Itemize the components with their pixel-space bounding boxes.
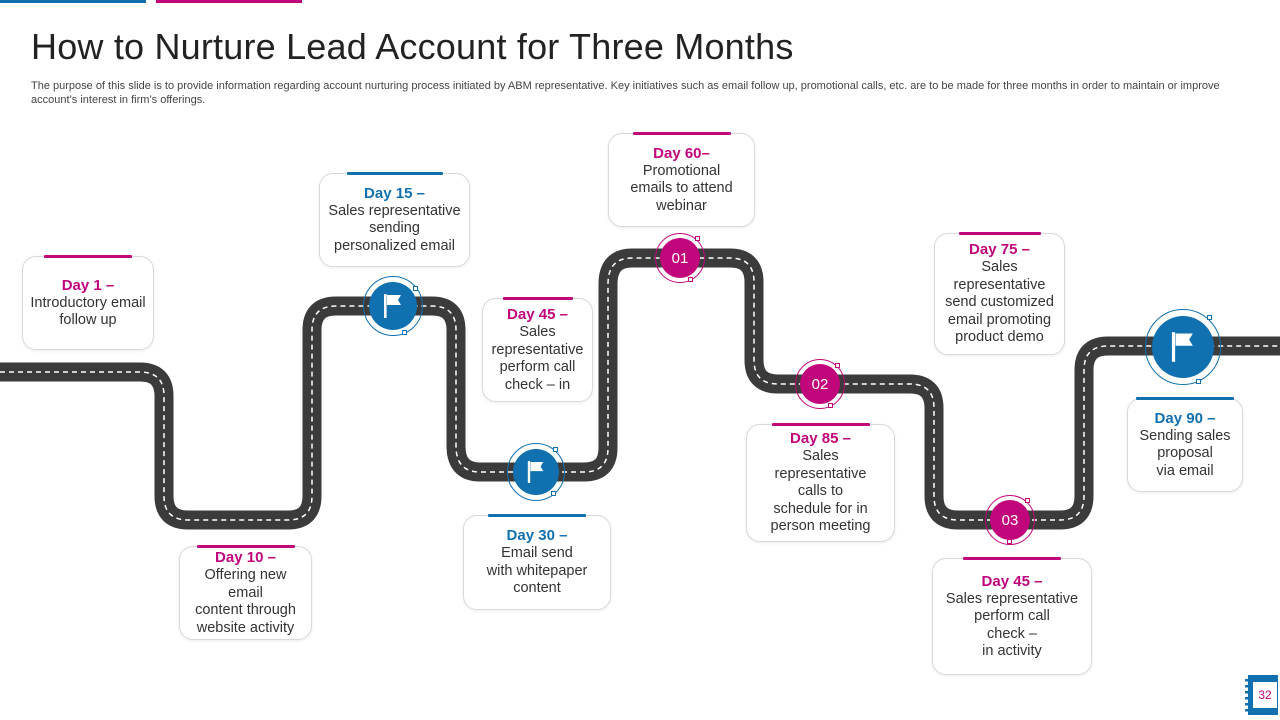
marker-disk [369,282,417,330]
slide-title: How to Nurture Lead Account for Three Months [31,26,794,67]
milestone-text: Sales representative perform call check – in [491,324,584,393]
step-number: 03 [1001,511,1019,529]
slide-subtitle: The purpose of this slide is to provide information regarding account nurturing process initiated by ABM representative. Key initiatives such as email follow up, promotional calls, etc. are to be made for three months in order to maintain or improve account’s interest in firm’s offerings. [31,80,1220,106]
step-number: 02 [811,375,829,393]
marker-dot [1007,539,1012,544]
flag-marker-3 [1145,309,1221,385]
marker-dot [402,330,407,335]
marker-dot [553,447,558,452]
marker-disk [800,364,840,404]
milestone-text: Email send with whitepaper content [486,545,588,597]
milestone-card-day-45-activity [932,558,1092,675]
marker-disk [513,449,559,495]
milestone-text: Sales representative sending personalized email [328,202,461,254]
marker-disk [1152,316,1214,378]
marker-dot [688,277,693,282]
card-accent-bar [197,545,295,548]
milestone-card-day-10 [179,546,312,640]
card-accent-bar [488,514,586,517]
step-marker-03 [985,495,1035,545]
milestone-card-day-60 [608,133,755,227]
milestone-card-day-85 [746,424,895,542]
milestone-card-day-90 [1127,398,1243,492]
step-marker-02 [795,359,845,409]
marker-dot [413,286,418,291]
marker-dot [1025,498,1030,503]
milestone-day: Day 30 – [506,527,568,545]
marker-dot [1207,315,1212,320]
step-number: 01 [671,249,689,267]
milestone-text: Sales representative calls to schedule for in person meeting [770,448,871,535]
milestone-card-day-15 [319,173,470,267]
marker-disk [660,238,700,278]
milestone-text: Sending sales proposal via email [1139,427,1231,479]
card-accent-bar [633,132,731,135]
milestone-card-day-30 [463,515,611,610]
milestone-text: Sales representative perform call check – in activity [945,590,1079,659]
card-accent-bar [772,423,870,426]
marker-disk [990,500,1030,540]
marker-dot [835,363,840,368]
step-marker-01 [655,233,705,283]
milestone-day: Day 45 – [507,306,568,323]
marker-dot [695,236,700,241]
milestone-day: Day 45 – [981,572,1043,590]
milestone-text: Introductory email follow up [30,294,146,328]
milestone-text: Offering new email content through website activity [195,567,296,636]
marker-dot [828,403,833,408]
flag-icon [382,293,404,319]
card-accent-bar [503,297,573,300]
card-accent-bar [1136,397,1234,400]
milestone-day: Day 60– [653,144,710,162]
milestone-day: Day 75 – [969,241,1030,259]
milestone-day: Day 1 – [61,276,115,294]
milestone-day: Day 90 – [1154,409,1216,427]
flag-icon [526,460,546,484]
milestone-day: Day 15 – [364,184,425,202]
flag-marker-2 [507,443,565,501]
milestone-day: Day 10 – [215,549,276,566]
marker-dot [551,491,556,496]
milestone-day: Day 85 – [790,430,851,448]
marker-dot [1196,379,1201,384]
milestone-text: Promotional emails to attend webinar [630,162,733,214]
card-accent-bar [959,232,1041,235]
milestone-card-day-45-check-in [482,298,593,402]
flag-icon [1169,331,1197,363]
milestone-card-day-75 [934,233,1065,355]
card-accent-bar [963,557,1061,560]
card-accent-bar [44,255,132,258]
card-accent-bar [347,172,443,175]
milestone-text: Sales representative send customized email promoting product demo [945,259,1054,346]
page-number: 32 [1253,682,1277,708]
milestone-card-day-1 [22,256,154,350]
flag-marker-1 [363,276,423,336]
